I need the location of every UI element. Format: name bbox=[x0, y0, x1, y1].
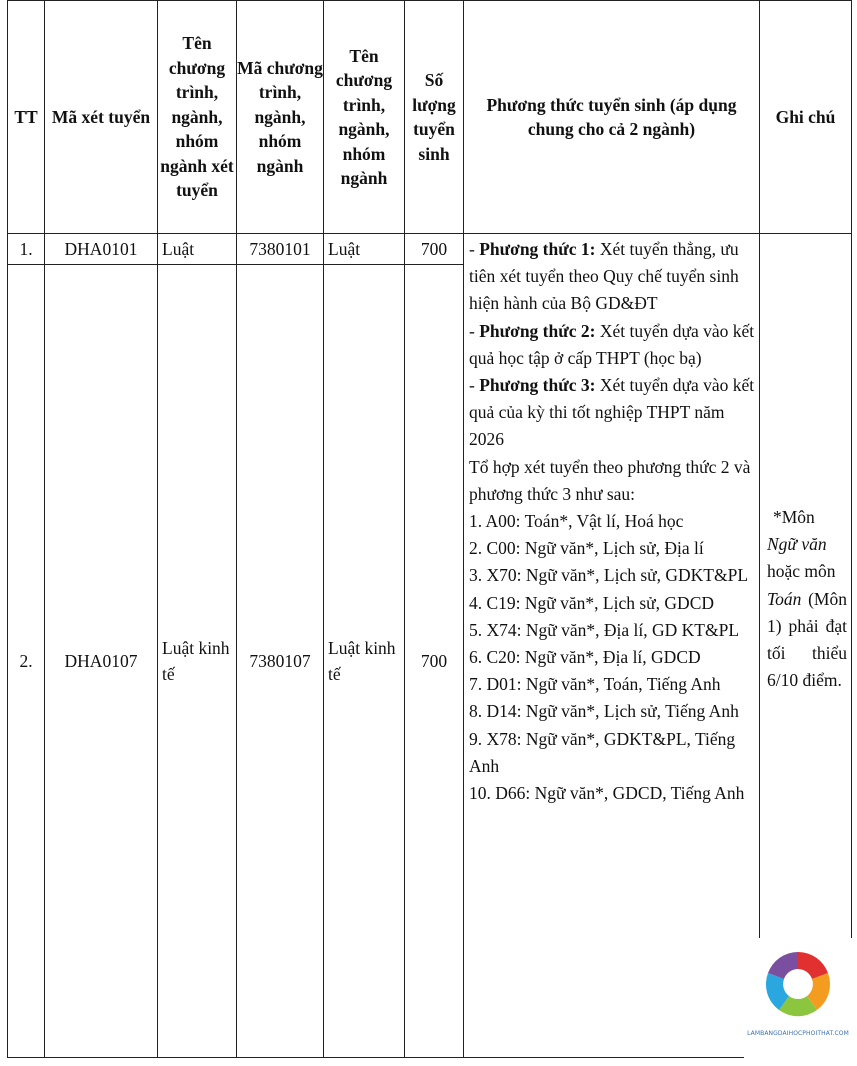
header-ma-xet-tuyen: Mã xét tuyển bbox=[45, 1, 158, 234]
combo-intro: Tổ hợp xét tuyển theo phương thức 2 và phương thức 3 như sau: bbox=[469, 456, 751, 504]
method-3: - Phương thức 3: Xét tuyển dựa vào kết quả của kỳ thi tốt nghiệp THPT năm 2026 bbox=[469, 375, 755, 450]
combo-item: 2. C00: Ngữ văn*, Lịch sử, Địa lí bbox=[469, 538, 704, 559]
row2-ten-nganh: Luật kinh tế bbox=[324, 265, 405, 1058]
method-2-label: Phương thức 2: bbox=[479, 320, 596, 341]
note-cell bbox=[760, 234, 852, 1058]
header-so-luong: Số lượng tuyển sinh bbox=[405, 1, 464, 234]
method-1: - Phương thức 1: Xét tuyển thẳng, ưu tiên xét tuyển theo Quy chế tuyển sinh hiện hành của Bộ GD&ĐT bbox=[469, 239, 739, 314]
row2-tt: 2. bbox=[8, 265, 45, 1058]
combo-item: 6. C20: Ngữ văn*, Địa lí, GDCD bbox=[469, 647, 701, 668]
header-ma-nganh: Mã chương trình, ngành, nhóm ngành bbox=[237, 1, 324, 234]
note-prefix: *Môn bbox=[773, 507, 815, 527]
logo-swirl-icon bbox=[744, 938, 852, 1030]
note-suffix: (Môn 1) phải đạt tối thiểu 6/10 điểm. bbox=[767, 588, 847, 691]
header-phuong-thuc: Phương thức tuyển sinh (áp dụng chung cho cả 2 ngành) bbox=[464, 1, 760, 234]
row1-ten-nganh: Luật bbox=[324, 234, 405, 265]
combo-item: 7. D01: Ngữ văn*, Toán, Tiếng Anh bbox=[469, 674, 721, 695]
combo-item: 3. X70: Ngữ văn*, Lịch sử, GDKT&PL bbox=[469, 565, 749, 586]
note-middle: hoặc môn bbox=[767, 561, 836, 582]
method-1-text: Xét tuyển thẳng, ưu tiên xét tuyển theo Quy chế tuyển sinh hiện hành của Bộ GD&ĐT bbox=[469, 239, 739, 314]
watermark-text: LAMBANGDAIHOCPHOITHAT.COM bbox=[747, 1030, 849, 1037]
row1-ten-xet-tuyen: Luật bbox=[158, 234, 237, 265]
header-tt: TT bbox=[8, 1, 45, 234]
combo-item: 10. D66: Ngữ văn*, GDCD, Tiếng Anh bbox=[469, 783, 745, 804]
combo-item: 4. C19: Ngữ văn*, Lịch sử, GDCD bbox=[469, 592, 714, 613]
row2-ma-xet-tuyen: DHA0107 bbox=[45, 265, 158, 1058]
row2-ma-nganh: 7380107 bbox=[237, 265, 324, 1058]
method-3-text: Xét tuyển dựa vào kết quả của kỳ thi tốt nghiệp THPT năm 2026 bbox=[469, 375, 755, 450]
header-row bbox=[8, 1, 852, 234]
method-2-text: Xét tuyển dựa vào kết quả học tập ở cấp THPT (học bạ) bbox=[469, 320, 755, 368]
header-ten-nganh: Tên chương trình, ngành, nhóm ngành bbox=[324, 1, 405, 234]
row2-ten-xet-tuyen: Luật kinh tế bbox=[158, 265, 237, 1058]
method-3-label: Phương thức 3: bbox=[479, 375, 596, 396]
row1-ma-xet-tuyen: DHA0101 bbox=[45, 234, 158, 265]
note-subject-1: Ngữ văn bbox=[767, 534, 827, 555]
combo-item: 8. D14: Ngữ văn*, Lịch sử, Tiếng Anh bbox=[469, 701, 739, 722]
methods-cell bbox=[464, 234, 760, 1058]
combo-item: 5. X74: Ngữ văn*, Địa lí, GD KT&PL bbox=[469, 619, 740, 640]
method-2: - Phương thức 2: Xét tuyển dựa vào kết quả học tập ở cấp THPT (học bạ) bbox=[469, 320, 755, 368]
combo-item: 9. X78: Ngữ văn*, GDKT&PL, Tiếng Anh bbox=[469, 728, 736, 776]
row1-so-luong: 700 bbox=[405, 234, 464, 265]
admission-table bbox=[7, 0, 852, 1058]
watermark-logo bbox=[744, 938, 852, 1060]
header-ghi-chu: Ghi chú bbox=[760, 1, 852, 234]
combo-item: 1. A00: Toán*, Vật lí, Hoá học bbox=[469, 511, 684, 532]
row1-ma-nganh: 7380101 bbox=[237, 234, 324, 265]
header-ten-xet-tuyen: Tên chương trình, ngành, nhóm ngành xét tuyển bbox=[158, 1, 237, 234]
row1-tt: 1. bbox=[8, 234, 45, 265]
note-subject-2: Toán bbox=[767, 588, 802, 609]
row2-so-luong: 700 bbox=[405, 265, 464, 1058]
table-row bbox=[8, 234, 852, 265]
method-1-label: Phương thức 1: bbox=[479, 239, 596, 259]
